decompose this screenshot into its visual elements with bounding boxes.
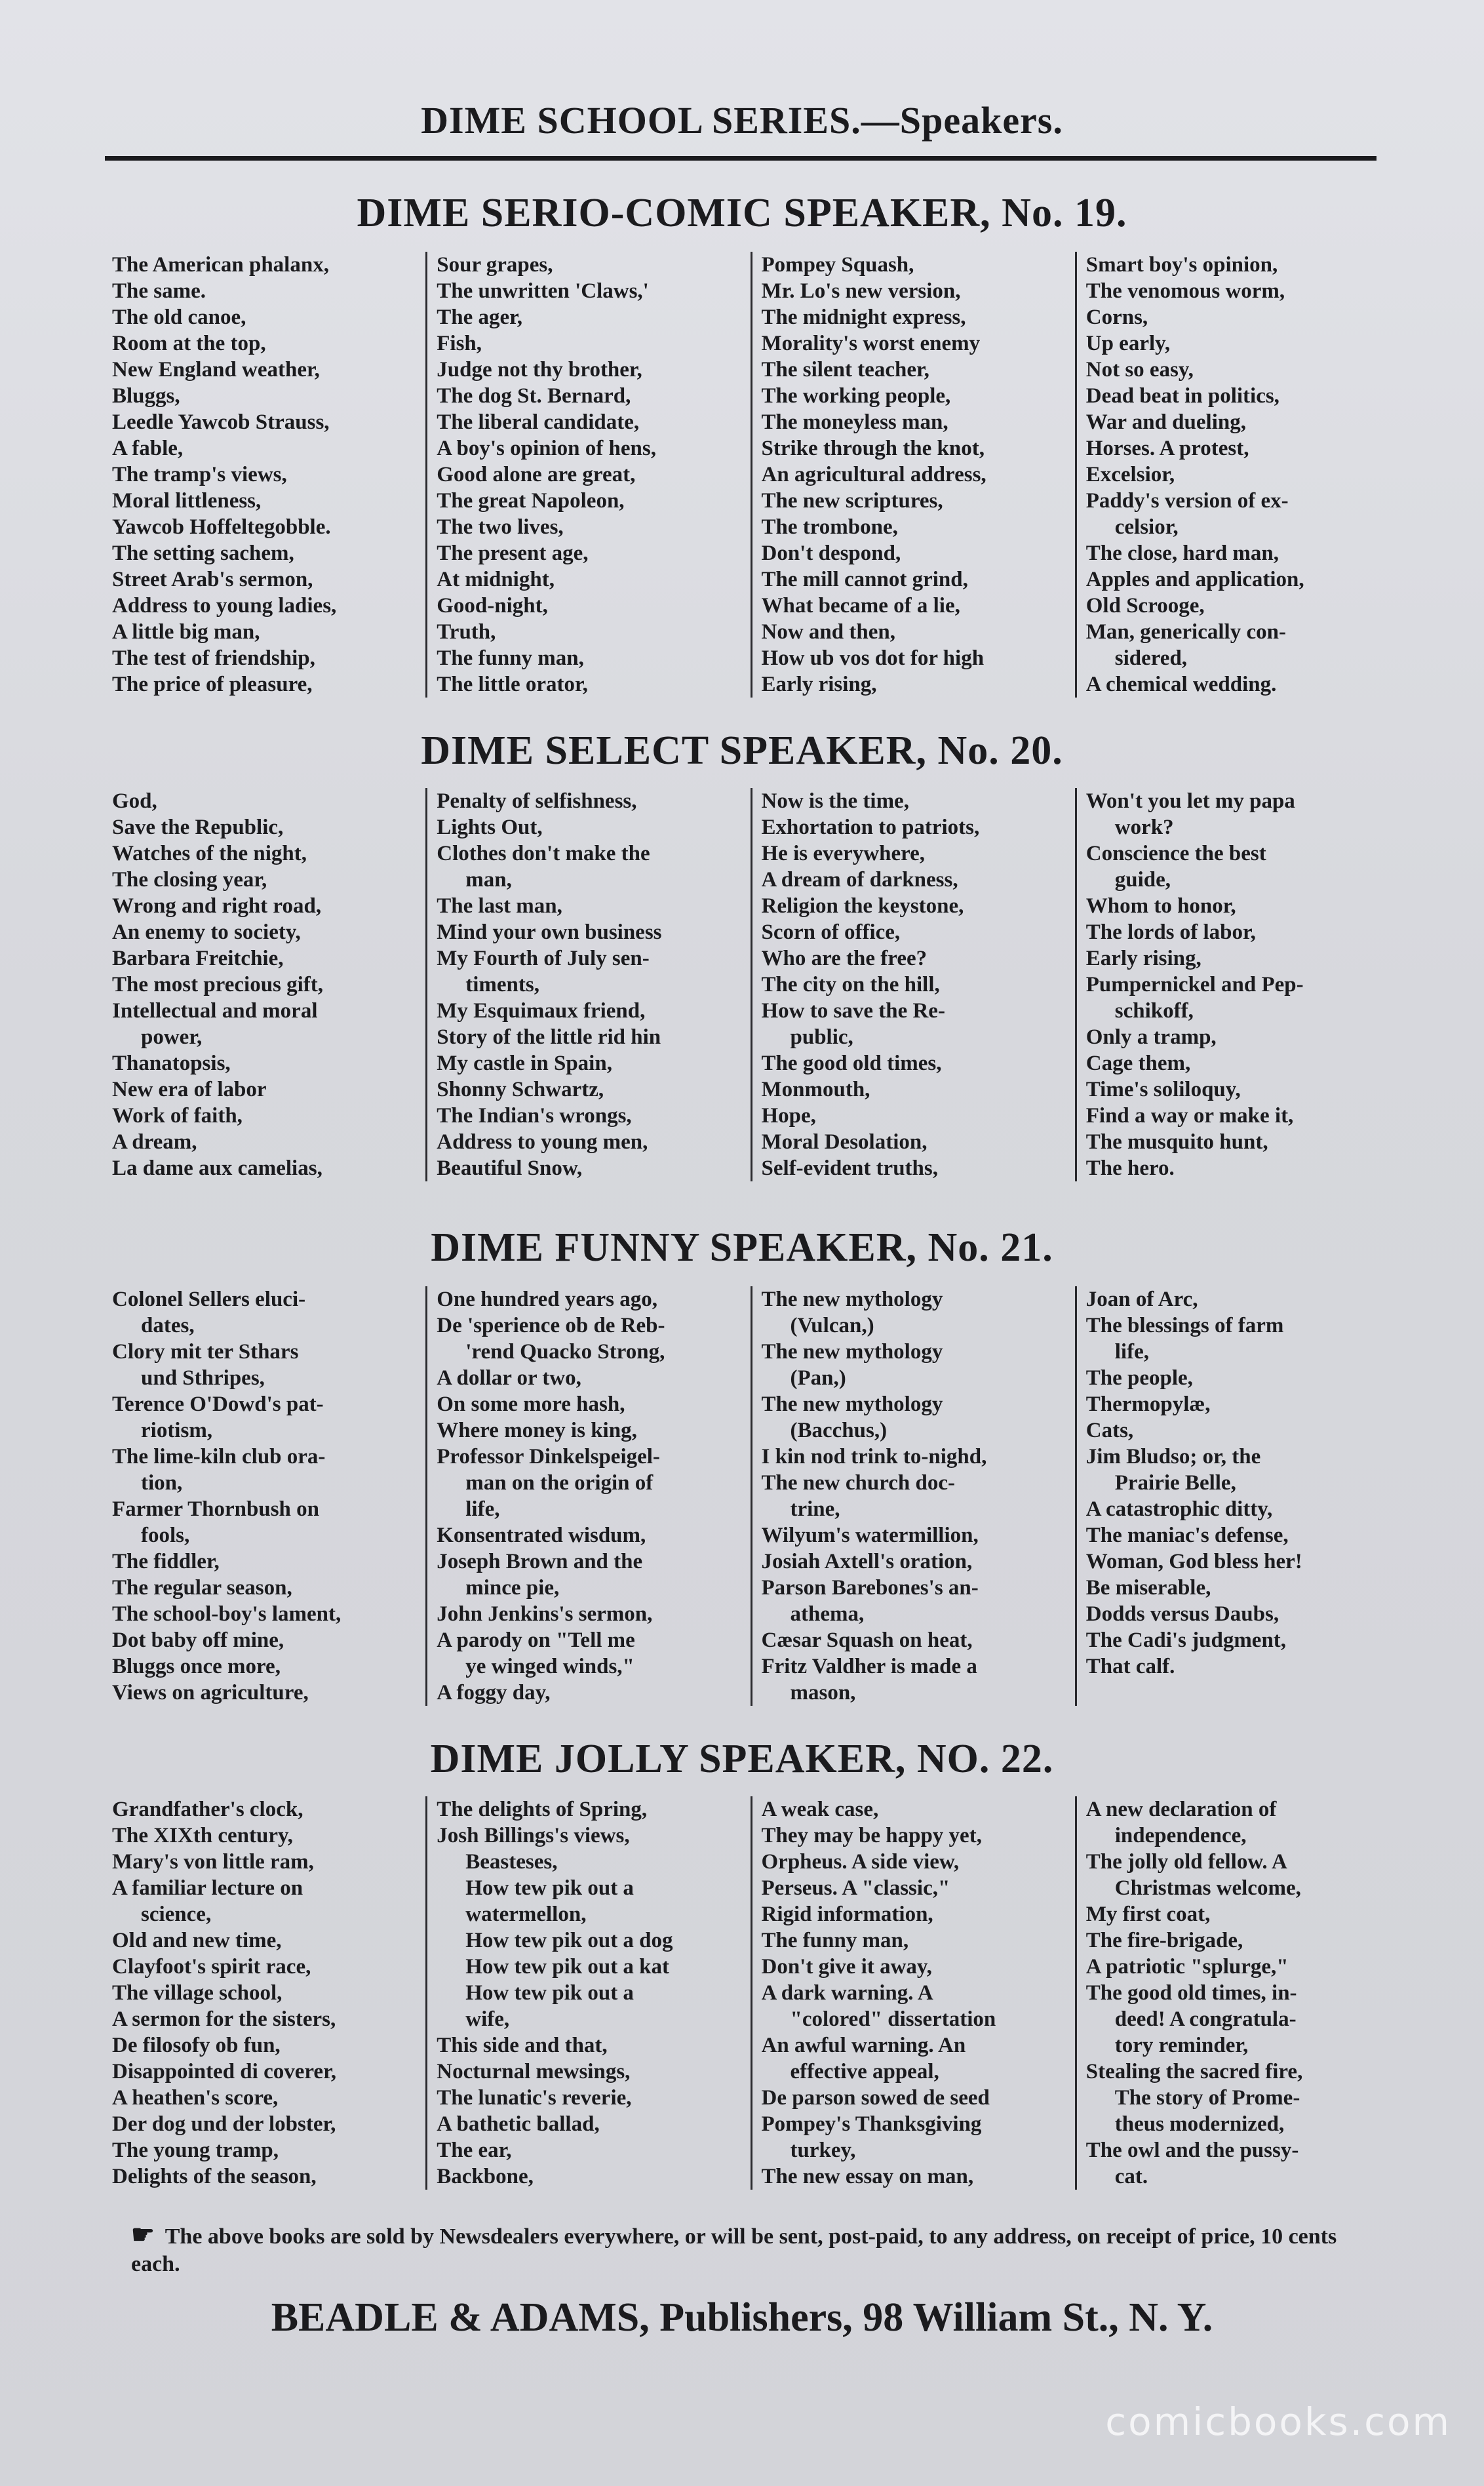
pointing-hand-icon: ☛: [131, 2220, 155, 2249]
speech-title: Save the Republic,: [112, 816, 284, 839]
speech-title: Leedle Yawcob Strauss,: [112, 410, 330, 434]
speech-title: Work of faith,: [112, 1104, 243, 1128]
speech-title: Early rising,: [1085, 947, 1201, 970]
speech-title: Clayfoot's spirit race,: [112, 1955, 311, 1979]
speech-title: The lords of labor,: [1085, 920, 1256, 944]
speech-title: The setting sachem,: [112, 542, 294, 565]
speech-title: work?: [1114, 816, 1174, 839]
speech-title: The price of pleasure,: [112, 673, 313, 696]
speech-title: The new mythology: [761, 1340, 943, 1364]
speech-title: The venomous worm,: [1085, 279, 1285, 303]
speech-title: De filosofy ob fun,: [112, 2034, 281, 2057]
speech-title: Backbone,: [437, 2165, 534, 2188]
speech-title: Don't despond,: [761, 542, 901, 565]
speech-title: The good old times, in-: [1085, 1981, 1297, 2005]
speech-title: Morality's worst enemy: [761, 332, 981, 355]
speech-title: Views on agriculture,: [112, 1681, 309, 1705]
speech-title: A patriotic "splurge,": [1085, 1955, 1289, 1979]
speech-title: turkey,: [790, 2139, 856, 2162]
speech-title: Monmouth,: [761, 1078, 870, 1101]
speech-title: The test of friendship,: [112, 646, 315, 670]
speech-title: The two lives,: [437, 515, 564, 539]
speech-title: ye winged winds,": [465, 1655, 635, 1678]
speech-title: Good alone are great,: [437, 463, 636, 486]
speech-title: De 'sperience ob de Reb-: [437, 1314, 665, 1337]
speech-title: The Indian's wrongs,: [437, 1104, 632, 1128]
speech-title: The delights of Spring,: [437, 1798, 648, 1821]
speech-title: 'rend Quacko Strong,: [465, 1340, 665, 1364]
speech-title: science,: [141, 1903, 212, 1926]
speech-title: The fire-brigade,: [1085, 1929, 1243, 1952]
speech-title: public,: [790, 1025, 853, 1049]
speech-title: Won't you let my papa: [1085, 789, 1295, 813]
speech-title: The Cadi's judgment,: [1085, 1628, 1287, 1652]
speech-title: The mill cannot grind,: [761, 568, 968, 591]
speech-title: Cæsar Squash on heat,: [761, 1628, 973, 1652]
section-columns-19: [108, 252, 1399, 698]
title-column: [751, 252, 1075, 698]
speech-title: tion,: [141, 1471, 183, 1495]
speech-title: Prairie Belle,: [1114, 1471, 1236, 1495]
speech-title: mason,: [790, 1681, 856, 1705]
speech-title: Find a way or make it,: [1085, 1104, 1294, 1128]
speech-title: Shonny Schwartz,: [437, 1078, 604, 1101]
speech-title: Truth,: [437, 620, 496, 644]
speech-title: Perseus. A "classic,": [761, 1876, 950, 1900]
speech-title: Disappointed di coverer,: [112, 2060, 336, 2083]
speech-title: Jim Bludso; or, the: [1085, 1445, 1261, 1469]
speech-title: Der dog und der lobster,: [112, 2112, 336, 2136]
speech-title: A dollar or two,: [437, 1366, 581, 1390]
speech-title: A sermon for the sisters,: [112, 2007, 336, 2031]
section-title-21: DIME FUNNY SPEAKER, No. 21.: [431, 1225, 1053, 1270]
speech-title: Colonel Sellers eluci-: [112, 1288, 306, 1311]
speech-title: Apples and application,: [1085, 568, 1304, 591]
speech-title: Fritz Valdher is made a: [761, 1655, 977, 1678]
site-watermark: comicbooks.com: [1105, 2399, 1451, 2444]
speech-title: The new scriptures,: [761, 489, 943, 513]
speech-title: The tramp's views,: [112, 463, 287, 486]
speech-title: The liberal candidate,: [437, 410, 640, 434]
speech-title: The American phalanx,: [112, 253, 329, 277]
speech-title: Barbara Freitchie,: [112, 947, 284, 970]
speech-title: The moneyless man,: [761, 410, 948, 434]
speech-title: und Sthripes,: [141, 1366, 265, 1390]
speech-title: The dog St. Bernard,: [437, 384, 631, 408]
speech-title: Josh Billings's views,: [437, 1824, 630, 1847]
speech-title: "colored" dissertation: [790, 2007, 996, 2031]
section-title-19: DIME SERIO-COMIC SPEAKER, No. 19.: [357, 191, 1127, 235]
speech-title: The close, hard man,: [1085, 542, 1279, 565]
speech-title: Room at the top,: [112, 332, 266, 355]
speech-title: Lights Out,: [437, 816, 543, 839]
speech-title: A little big man,: [112, 620, 260, 644]
speech-title: Cage them,: [1085, 1052, 1191, 1075]
speech-title: Excelsior,: [1085, 463, 1175, 486]
speech-title: Watches of the night,: [112, 842, 307, 865]
speech-title: A bathetic ballad,: [437, 2112, 600, 2136]
speech-title: The new church doc-: [761, 1471, 955, 1495]
speech-title: The working people,: [761, 384, 951, 408]
speech-title: A weak case,: [761, 1798, 879, 1821]
speech-title: They may be happy yet,: [761, 1824, 982, 1847]
speech-title: (Bacchus,): [790, 1419, 888, 1442]
speech-title: The lunatic's reverie,: [437, 2086, 632, 2110]
speech-title: The new mythology: [761, 1392, 943, 1416]
speech-title: The silent teacher,: [761, 358, 929, 382]
speech-title: The little orator,: [437, 673, 588, 696]
speech-title: Sour grapes,: [437, 253, 553, 277]
speech-title: The present age,: [437, 542, 589, 565]
speech-title: Rigid information,: [761, 1903, 933, 1926]
speech-title: La dame aux camelias,: [112, 1156, 322, 1180]
speech-title: Conscience the best: [1085, 842, 1266, 865]
speech-title: I kin nod trink to-nighd,: [761, 1445, 987, 1469]
speech-title: The funny man,: [437, 646, 584, 670]
section-title-20: DIME SELECT SPEAKER, No. 20.: [421, 728, 1063, 773]
speech-title: Moral Desolation,: [761, 1130, 928, 1154]
speech-title: A foggy day,: [437, 1681, 551, 1705]
speech-title: How tew pik out a: [465, 1876, 634, 1900]
speech-title: man on the origin of: [465, 1471, 654, 1495]
speech-title: The village school,: [112, 1981, 283, 2005]
speech-title: Grandfather's clock,: [112, 1798, 303, 1821]
speech-title: Exhortation to patriots,: [761, 816, 980, 839]
title-column: [425, 1796, 750, 2190]
speech-title: life,: [465, 1497, 500, 1521]
speech-title: A catastrophic ditty,: [1085, 1497, 1273, 1521]
speech-title: The school-boy's lament,: [112, 1602, 342, 1626]
speech-title: Address to young men,: [437, 1130, 648, 1154]
title-column: [425, 1286, 750, 1706]
speech-title: Good-night,: [437, 594, 548, 618]
speech-title: independence,: [1114, 1824, 1247, 1847]
speech-title: Christmas welcome,: [1114, 1876, 1301, 1900]
title-column: [108, 788, 425, 1181]
speech-title: My first coat,: [1085, 1903, 1211, 1926]
speech-title: The jolly old fellow. A: [1085, 1850, 1287, 1874]
title-column: [751, 1286, 1075, 1706]
speech-title: That calf.: [1085, 1655, 1175, 1678]
speech-title: The good old times,: [761, 1052, 942, 1075]
speech-title: Mary's von little ram,: [112, 1850, 314, 1874]
speech-title: A parody on "Tell me: [437, 1628, 635, 1652]
title-column: [1075, 1286, 1399, 1706]
speech-title: Pompey Squash,: [761, 253, 914, 277]
speech-title: Fish,: [437, 332, 482, 355]
speech-title: Penalty of selfishness,: [437, 789, 637, 813]
title-column: [1075, 252, 1399, 698]
speech-title: Woman, God bless her!: [1085, 1550, 1302, 1573]
speech-title: trine,: [790, 1497, 840, 1521]
speech-title: A chemical wedding.: [1085, 673, 1277, 696]
speech-title: (Pan,): [790, 1366, 846, 1390]
speech-title: Religion the keystone,: [761, 894, 964, 918]
speech-title: Corns,: [1085, 306, 1148, 329]
speech-title: Who are the free?: [761, 947, 928, 970]
speech-title: Wilyum's watermillion,: [761, 1524, 979, 1547]
speech-title: Time's soliloquy,: [1085, 1078, 1241, 1101]
speech-title: Where money is king,: [437, 1419, 637, 1442]
speech-title: He is everywhere,: [761, 842, 926, 865]
speech-title: Horses. A protest,: [1085, 437, 1249, 460]
speech-title: The lime-kiln club ora-: [112, 1445, 326, 1469]
speech-title: The fiddler,: [112, 1550, 220, 1573]
speech-title: The ager,: [437, 306, 523, 329]
speech-title: Beasteses,: [465, 1850, 558, 1874]
title-column: [1075, 788, 1399, 1181]
speech-title: schikoff,: [1114, 999, 1194, 1023]
speech-title: An awful warning. An: [761, 2034, 966, 2057]
speech-title: A heathen's score,: [112, 2086, 279, 2110]
speech-title: riotism,: [141, 1419, 213, 1442]
speech-title: Bluggs,: [112, 384, 180, 408]
title-column: [108, 1286, 425, 1706]
speech-title: Pumpernickel and Pep-: [1085, 973, 1304, 996]
section-columns-22: [108, 1796, 1399, 2190]
speech-title: The midnight express,: [761, 306, 966, 329]
speech-title: Smart boy's opinion,: [1085, 253, 1278, 277]
header-rule: [105, 156, 1377, 161]
speech-title: Stealing the sacred fire,: [1085, 2060, 1303, 2083]
speech-title: War and dueling,: [1085, 410, 1246, 434]
speech-title: Bluggs once more,: [112, 1655, 281, 1678]
speech-title: The same.: [112, 279, 206, 303]
speech-title: How tew pik out a dog: [465, 1929, 673, 1952]
speech-title: power,: [141, 1025, 203, 1049]
speech-title: Only a tramp,: [1085, 1025, 1217, 1049]
speech-title: Joan of Arc,: [1085, 1288, 1198, 1311]
speech-title: Story of the little rid hin: [437, 1025, 661, 1049]
speech-title: How tew pik out a kat: [465, 1955, 670, 1979]
speech-title: The maniac's defense,: [1085, 1524, 1289, 1547]
speech-title: Dead beat in politics,: [1085, 384, 1279, 408]
title-column: [108, 252, 425, 698]
speech-title: Dot baby off mine,: [112, 1628, 284, 1652]
speech-title: watermellon,: [465, 1903, 587, 1926]
speech-title: Josiah Axtell's oration,: [761, 1550, 973, 1573]
speech-title: The new essay on man,: [761, 2165, 974, 2188]
speech-title: New England weather,: [112, 358, 320, 382]
title-column: [108, 1796, 425, 2190]
section-columns-20: [108, 788, 1399, 1181]
speech-title: The story of Prome-: [1114, 2086, 1300, 2110]
speech-title: The people,: [1085, 1366, 1193, 1390]
speech-title: Orpheus. A side view,: [761, 1850, 960, 1874]
title-column: [751, 788, 1075, 1181]
title-column: [1075, 1796, 1399, 2190]
speech-title: fools,: [141, 1524, 190, 1547]
speech-title: My Esquimaux friend,: [437, 999, 646, 1023]
speech-title: Yawcob Hoffeltegobble.: [112, 515, 331, 539]
speech-title: A dream of darkness,: [761, 868, 958, 892]
speech-title: Thanatopsis,: [112, 1052, 231, 1075]
speech-title: How tew pik out a: [465, 1981, 634, 2005]
speech-title: The ear,: [437, 2139, 512, 2162]
speech-title: My Fourth of July sen-: [437, 947, 650, 970]
speech-title: tory reminder,: [1114, 2034, 1249, 2057]
speech-title: Intellectual and moral: [112, 999, 318, 1023]
speech-title: The blessings of farm: [1085, 1314, 1284, 1337]
speech-title: Dodds versus Daubs,: [1085, 1602, 1279, 1626]
speech-title: Address to young ladies,: [112, 594, 337, 618]
speech-title: Hope,: [761, 1104, 816, 1128]
sales-note-text: The above books are sold by Newsdealers everywhere, or will be sent, post-paid, to any address, on receipt of price, 10 cents each.: [131, 2224, 1337, 2276]
speech-title: A boy's opinion of hens,: [437, 437, 656, 460]
speech-title: An agricultural address,: [761, 463, 986, 486]
speech-title: Now is the time,: [761, 789, 909, 813]
speech-title: Mind your own business: [437, 920, 662, 944]
speech-title: Whom to honor,: [1085, 894, 1236, 918]
speech-title: The last man,: [437, 894, 562, 918]
section-title-22: DIME JOLLY SPEAKER, NO. 22.: [430, 1737, 1054, 1781]
speech-title: man,: [465, 868, 512, 892]
speech-title: Be miserable,: [1085, 1576, 1211, 1600]
speech-title: Konsentrated wisdum,: [437, 1524, 646, 1547]
speech-title: This side and that,: [437, 2034, 608, 2057]
speech-title: A fable,: [112, 437, 184, 460]
speech-title: At midnight,: [437, 568, 555, 591]
page-header: DIME SCHOOL SERIES.—Speakers.: [421, 99, 1063, 142]
speech-title: Cats,: [1085, 1419, 1134, 1442]
speech-title: The owl and the pussy-: [1085, 2139, 1299, 2162]
speech-title: timents,: [465, 973, 539, 996]
speech-title: life,: [1114, 1340, 1149, 1364]
speech-title: Old and new time,: [112, 1929, 282, 1952]
speech-title: Man, generically con-: [1085, 620, 1286, 644]
speech-title: celsior,: [1114, 515, 1179, 539]
speech-title: A familiar lecture on: [112, 1876, 303, 1900]
speech-title: Pompey's Thanksgiving: [761, 2112, 982, 2136]
speech-title: Wrong and right road,: [112, 894, 322, 918]
speech-title: The hero.: [1085, 1156, 1175, 1180]
speech-title: The XIXth century,: [112, 1824, 293, 1847]
speech-title: Paddy's version of ex-: [1085, 489, 1289, 513]
speech-title: Street Arab's sermon,: [112, 568, 313, 591]
title-column: [425, 252, 750, 698]
speech-title: Clory mit ter Sthars: [112, 1340, 299, 1364]
speech-title: Up early,: [1085, 332, 1171, 355]
speech-title: A dream,: [112, 1130, 197, 1154]
speech-title: An enemy to society,: [112, 920, 301, 944]
speech-title: guide,: [1114, 868, 1171, 892]
speech-title: How ub vos dot for high: [761, 646, 985, 670]
speech-title: A new declaration of: [1085, 1798, 1277, 1821]
speech-title: The trombone,: [761, 515, 898, 539]
speech-title: wife,: [465, 2007, 510, 2031]
speech-title: Now and then,: [761, 620, 895, 644]
speech-title: Nocturnal mewsings,: [437, 2060, 631, 2083]
title-column: [425, 788, 750, 1181]
speech-title: dates,: [141, 1314, 195, 1337]
speech-title: The city on the hill,: [761, 973, 940, 996]
speech-title: Strike through the knot,: [761, 437, 985, 460]
speech-title: theus modernized,: [1114, 2112, 1285, 2136]
speech-title: The new mythology: [761, 1288, 943, 1311]
speech-title: Old Scrooge,: [1085, 594, 1205, 618]
speech-title: New era of labor: [112, 1078, 267, 1101]
speech-title: (Vulcan,): [790, 1314, 874, 1337]
speech-title: De parson sowed de seed: [761, 2086, 990, 2110]
speech-title: The musquito hunt,: [1085, 1130, 1268, 1154]
speech-title: On some more hash,: [437, 1392, 625, 1416]
speech-title: Judge not thy brother,: [437, 358, 642, 382]
speech-title: The great Napoleon,: [437, 489, 625, 513]
speech-title: What became of a lie,: [761, 594, 960, 618]
speech-title: The closing year,: [112, 868, 267, 892]
speech-title: mince pie,: [465, 1576, 560, 1600]
speech-title: Farmer Thornbush on: [112, 1497, 320, 1521]
speech-title: The unwritten 'Claws,': [437, 279, 649, 303]
speech-title: sidered,: [1114, 646, 1188, 670]
speech-title: athema,: [790, 1602, 865, 1626]
speech-title: The regular season,: [112, 1576, 292, 1600]
publisher-line: BEADLE & ADAMS, Publishers, 98 William St., N. Y.: [271, 2295, 1213, 2340]
speech-title: Mr. Lo's new version,: [761, 279, 961, 303]
speech-title: Joseph Brown and the: [437, 1550, 643, 1573]
speech-title: The old canoe,: [112, 306, 246, 329]
speech-title: Delights of the season,: [112, 2165, 317, 2188]
speech-title: My castle in Spain,: [437, 1052, 612, 1075]
speech-title: Terence O'Dowd's pat-: [112, 1392, 324, 1416]
speech-title: The funny man,: [761, 1929, 909, 1952]
speech-title: Clothes don't make the: [437, 842, 650, 865]
speech-title: Parson Barebones's an-: [761, 1576, 979, 1600]
speech-title: Professor Dinkelspeigel-: [437, 1445, 660, 1469]
speech-title: The most precious gift,: [112, 973, 324, 996]
speech-title: Self-evident truths,: [761, 1156, 938, 1180]
speech-title: Thermopylæ,: [1085, 1392, 1211, 1416]
section-columns-21: [108, 1286, 1399, 1706]
sales-note: [131, 2221, 1390, 2278]
speech-title: effective appeal,: [790, 2060, 939, 2083]
speech-title: Early rising,: [761, 673, 877, 696]
speech-title: God,: [112, 789, 157, 813]
speech-title: Moral littleness,: [112, 489, 262, 513]
speech-title: John Jenkins's sermon,: [437, 1602, 653, 1626]
speech-title: Beautiful Snow,: [437, 1156, 583, 1180]
speech-title: cat.: [1114, 2165, 1148, 2188]
speech-title: deed! A congratula-: [1114, 2007, 1297, 2031]
title-column: [751, 1796, 1075, 2190]
speech-title: The young tramp,: [112, 2139, 279, 2162]
speech-title: Don't give it away,: [761, 1955, 932, 1979]
speech-title: How to save the Re-: [761, 999, 945, 1023]
speech-title: Scorn of office,: [761, 920, 901, 944]
speech-title: A dark warning. A: [761, 1981, 933, 2005]
speech-title: One hundred years ago,: [437, 1288, 658, 1311]
speech-title: Not so easy,: [1085, 358, 1194, 382]
